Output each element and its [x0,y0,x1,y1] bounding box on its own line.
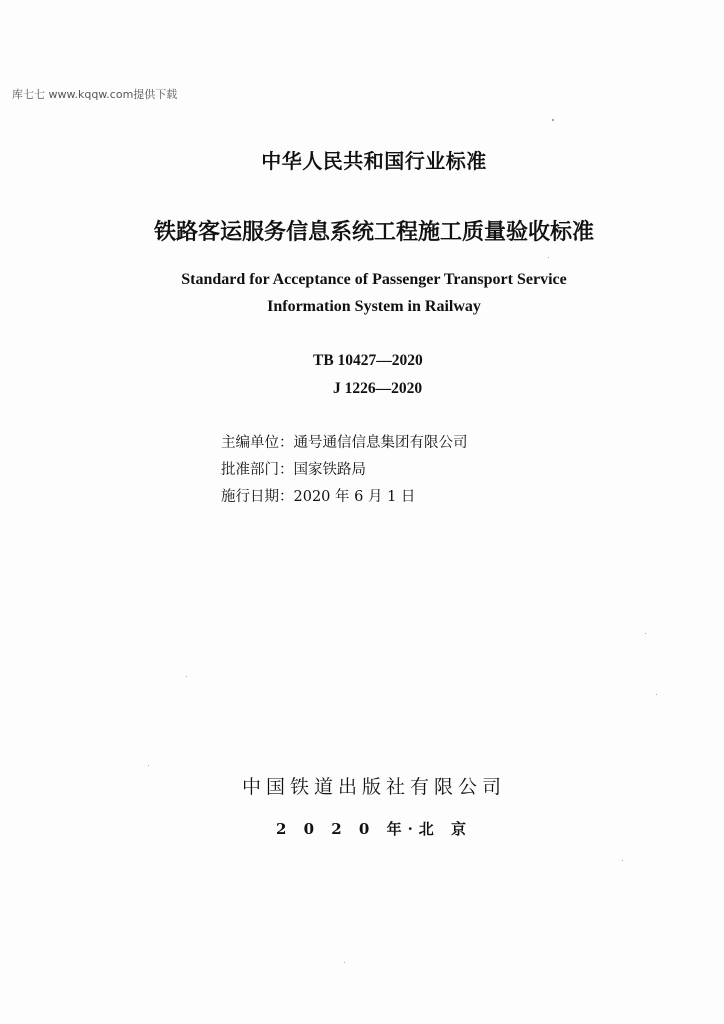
document-title-english [0,266,724,320]
scan-speck [548,257,549,258]
effective-date: 施行日期：2020 年 6 月 1 日 [221,489,416,505]
document-title-chinese: 铁路客运服务信息系统工程施工质量验收标准 [153,220,594,245]
title-en-line-1: Standard for Acceptance of Passenger Transport Service [181,271,567,288]
scan-speck [622,860,623,861]
approving-department: 批准部门：国家铁路局 [221,462,366,478]
scan-speck [552,119,554,121]
publication-year-place: 2 0 2 0 年·北 京 [275,820,473,838]
scan-speck [645,633,646,634]
title-en-line-2: Information System in Railway [267,298,481,315]
editor-unit: 主编单位：通号通信信息集团有限公司 [221,435,468,451]
tb-code: TB 10427—2020 [313,352,423,369]
scan-speck [344,962,345,963]
scan-speck [186,676,187,677]
watermark-text: 库七七 www.kqqw.com提供下载 [12,88,178,101]
industry-standard-heading: 中华人民共和国行业标准 [261,149,487,173]
scan-speck [656,694,657,695]
publisher-name: 中国铁道出版社有限公司 [241,776,506,798]
standard-codes [300,347,423,403]
scan-speck [148,765,149,766]
document-meta [221,430,468,511]
j-code: J 1226—2020 [333,380,423,397]
